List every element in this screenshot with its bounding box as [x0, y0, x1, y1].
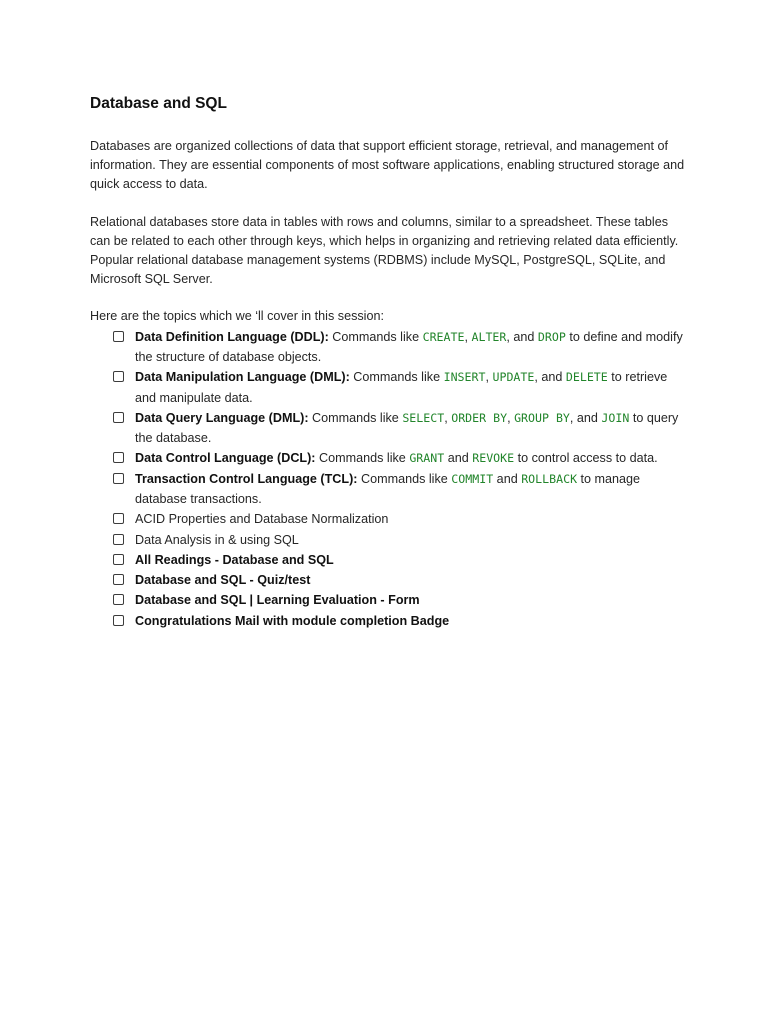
checkbox[interactable] [113, 371, 124, 382]
document-body [90, 93, 690, 631]
checklist-item-completion-badge [113, 611, 690, 631]
item-text: to control access to data. [514, 451, 658, 466]
checkbox[interactable] [113, 594, 124, 605]
checklist-item-data-analysis [113, 530, 690, 550]
item-text: , and [569, 410, 602, 425]
item-text: to define and modify the structure of database objects. [135, 329, 683, 364]
code-keyword: GRANT [409, 451, 445, 466]
checkbox[interactable] [113, 331, 124, 342]
paragraph-relational-databases: Relational databases store data in tables with rows and columns, similar to a spreadsheet. These tables can be related to each other through keys, which helps in organizing and retrieving related data efficiently. Popular relational database management systems (RDBMS) include MySQL, PostgreSQL, SQLite, and Microsoft SQL Server. [90, 214, 679, 287]
page-title: Database and SQL [90, 95, 227, 112]
checkbox[interactable] [113, 574, 124, 585]
item-text: Commands like [315, 451, 410, 466]
item-label: Transaction Control Language (TCL): [135, 471, 358, 486]
item-text: , [444, 410, 452, 425]
checklist-item-readings [113, 550, 690, 570]
item-text: Commands like [357, 471, 452, 486]
code-keyword: REVOKE [472, 451, 515, 466]
code-keyword: ALTER [471, 329, 507, 344]
item-text: , and [534, 370, 566, 385]
code-keyword: ORDER BY [451, 410, 508, 425]
checkbox[interactable] [113, 452, 124, 463]
checklist-item-dcl [113, 448, 690, 468]
item-label: Data Control Language (DCL): [135, 451, 316, 466]
checkbox[interactable] [113, 554, 124, 565]
code-keyword: COMMIT [451, 471, 494, 486]
item-text: , [485, 370, 493, 385]
checkbox[interactable] [113, 473, 124, 484]
item-text: Commands like [308, 410, 403, 425]
code-keyword: INSERT [443, 370, 486, 385]
checklist-item-dml [113, 367, 690, 408]
checklist-item-quiz [113, 570, 690, 590]
checklist-item-evaluation-form [113, 590, 690, 610]
checkbox[interactable] [113, 534, 124, 545]
item-label: All Readings - Database and SQL [135, 552, 334, 567]
checklist-item-acid [113, 509, 690, 529]
item-label: Data Definition Language (DDL): [135, 329, 329, 344]
checklist-item-tcl [113, 469, 690, 510]
checkbox[interactable] [113, 615, 124, 626]
item-text: to manage database transactions. [135, 471, 641, 506]
item-text: , [464, 329, 472, 344]
item-text: Data Analysis in & using SQL [135, 532, 299, 547]
item-text: to query the database. [135, 410, 679, 446]
checklist-item-ddl [113, 327, 690, 368]
topics-intro: Here are the topics which we ‘ll cover in this session: [90, 309, 384, 324]
item-text: to retrieve and manipulate data. [135, 370, 668, 405]
item-text: , and [506, 329, 538, 344]
code-keyword: SELECT [402, 410, 445, 425]
item-label: Congratulations Mail with module completion Badge [135, 613, 450, 628]
checkbox[interactable] [113, 513, 124, 524]
item-text: , [507, 410, 515, 425]
item-label: Data Manipulation Language (DML): [135, 370, 350, 385]
code-keyword: CREATE [422, 329, 465, 344]
checkbox[interactable] [113, 412, 124, 423]
paragraph-intro-databases: Databases are organized collections of data that support efficient storage, retrieval, and management of information. They are essential components of most software applications, enabling structured storage and quick access to data. [90, 139, 685, 192]
item-label: Data Query Language (DML): [135, 410, 309, 425]
item-label: Database and SQL | Learning Evaluation - Form [135, 593, 420, 608]
checklist-item-dql [113, 408, 690, 449]
item-text: and [493, 471, 522, 486]
topics-checklist [90, 327, 690, 631]
item-text: Commands like [328, 329, 423, 344]
item-text: ACID Properties and Database Normalization [135, 512, 389, 527]
code-keyword: DELETE [565, 370, 608, 385]
code-keyword: DROP [537, 329, 566, 344]
code-keyword: GROUP BY [514, 410, 570, 425]
item-text: Commands like [349, 370, 444, 385]
item-text: and [444, 451, 473, 466]
code-keyword: JOIN [601, 410, 630, 425]
item-label: Database and SQL - Quiz/test [135, 573, 311, 588]
code-keyword: UPDATE [492, 370, 535, 385]
code-keyword: ROLLBACK [521, 471, 578, 486]
